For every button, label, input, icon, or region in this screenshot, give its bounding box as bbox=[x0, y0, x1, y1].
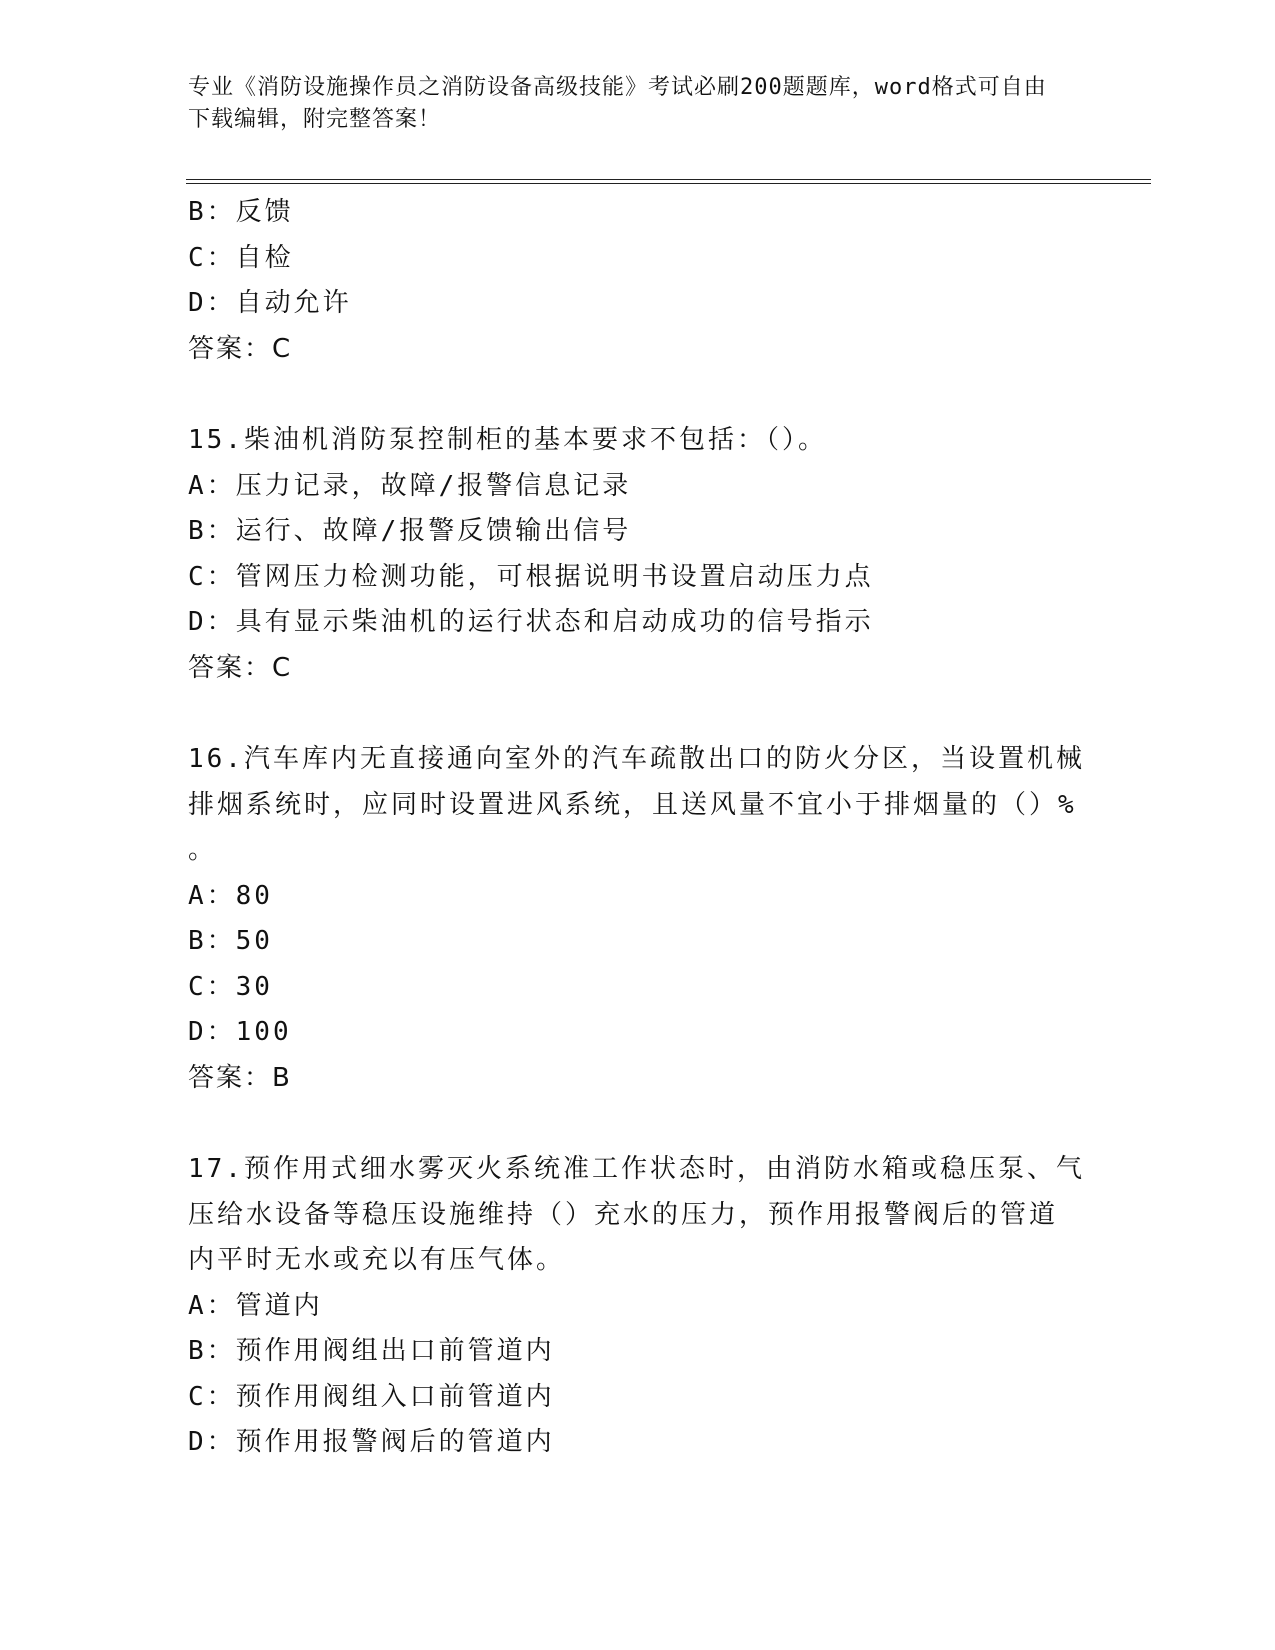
option-a: A：压力记录，故障/报警信息记录 bbox=[188, 470, 632, 501]
spacer bbox=[188, 691, 1078, 737]
answer: 答案：B bbox=[188, 1062, 292, 1093]
spacer bbox=[188, 372, 1078, 418]
question-16 bbox=[188, 737, 1085, 1101]
option-c: C：预作用阀组入口前管道内 bbox=[188, 1381, 555, 1412]
question-17 bbox=[188, 1147, 1085, 1466]
question-stem-line: 16.汽车库内无直接通向室外的汽车疏散出口的防火分区，当设置机械 bbox=[188, 744, 1085, 774]
question-stem-line: 压给水设备等稳压设施维持（）充水的压力，预作用报警阀后的管道 bbox=[188, 1199, 1059, 1230]
answer: 答案：C bbox=[188, 333, 293, 364]
option-b: B：运行、故障/报警反馈输出信号 bbox=[188, 516, 632, 546]
question-14 bbox=[188, 190, 1078, 372]
question-stem: 15.柴油机消防泵控制柜的基本要求不包括：（）。 bbox=[188, 425, 827, 455]
option-d: D：自动允许 bbox=[188, 288, 352, 318]
option-c: C：自检 bbox=[188, 242, 294, 273]
option-b: B：50 bbox=[188, 926, 273, 956]
header-rule-top bbox=[186, 179, 1151, 180]
option-c: C：管网压力检测功能，可根据说明书设置启动压力点 bbox=[188, 561, 874, 592]
question-stem-line: 。 bbox=[188, 835, 218, 865]
option-c: C：30 bbox=[188, 971, 273, 1002]
answer: 答案：C bbox=[188, 652, 293, 683]
question-list bbox=[188, 190, 1085, 1466]
header-rule-bottom bbox=[186, 183, 1151, 184]
spacer bbox=[188, 1101, 1078, 1147]
option-b: B：反馈 bbox=[188, 197, 294, 227]
document-header: 专业《消防设施操作员之消防设备高级技能》考试必刷200题题库，word格式可自由下载编辑，附完整答案！ bbox=[188, 75, 1047, 132]
option-a: A：80 bbox=[188, 880, 273, 911]
question-stem-line: 内平时无水或充以有压气体。 bbox=[188, 1245, 566, 1275]
option-a: A：管道内 bbox=[188, 1290, 323, 1321]
question-15 bbox=[188, 418, 1078, 691]
option-d: D：100 bbox=[188, 1017, 292, 1047]
option-b: B：预作用阀组出口前管道内 bbox=[188, 1336, 555, 1366]
option-d: D：具有显示柴油机的运行状态和启动成功的信号指示 bbox=[188, 607, 874, 637]
question-stem-line: 排烟系统时，应同时设置进风系统，且送风量不宜小于排烟量的（）% bbox=[188, 789, 1077, 820]
option-d: D：预作用报警阀后的管道内 bbox=[188, 1427, 555, 1457]
question-stem-line: 17.预作用式细水雾灭火系统准工作状态时，由消防水箱或稳压泵、气 bbox=[188, 1154, 1085, 1184]
